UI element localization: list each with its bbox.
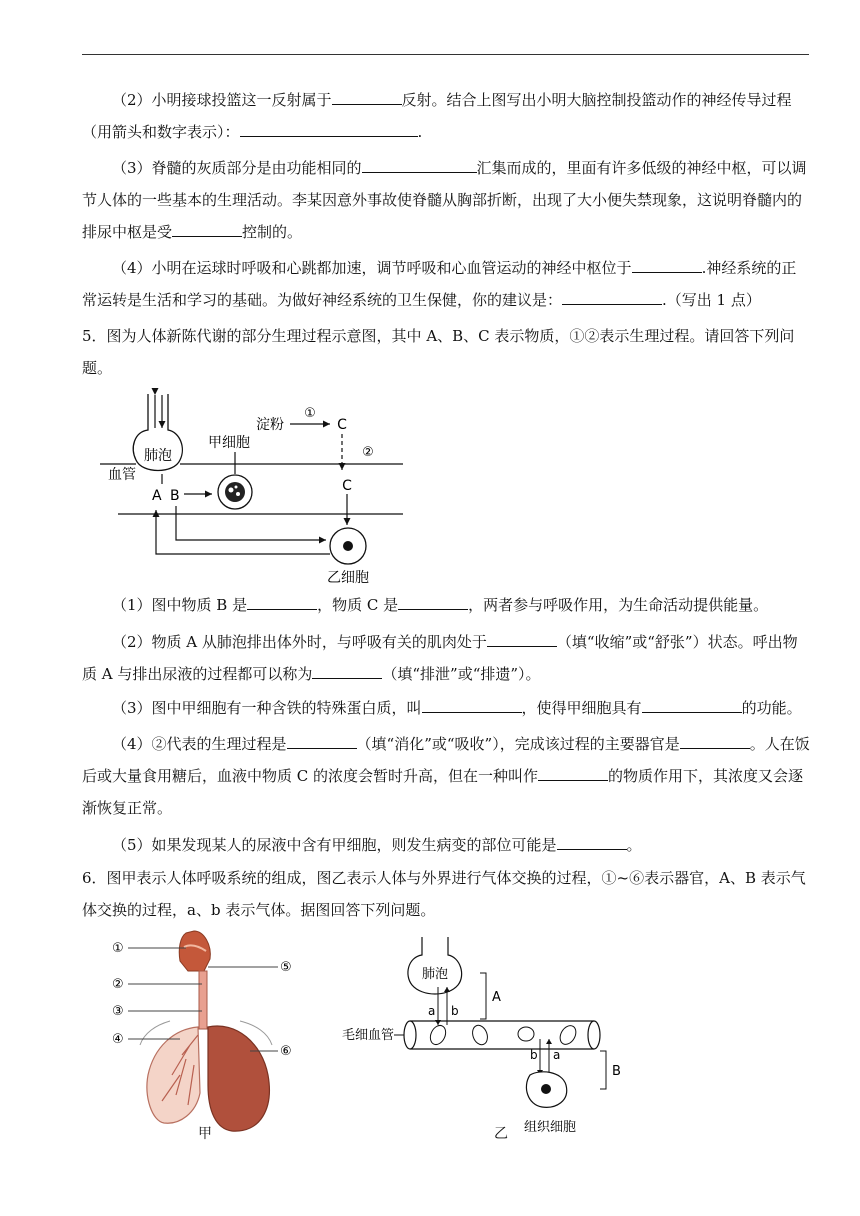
organ-label-2: ② [112,977,124,992]
q4-part3: （3）脊髓的灰质部分是由功能相同的 汇集而成的，里面有许多低级的神经中枢，可以调节人体的一些基本的生理活动。李某因意外事故使脊髓从胸部折断，出现了大小便失禁现象，这说明脊髓内的排尿中枢是受 控制的。 [82,159,807,241]
q6-stem: 6．图甲表示人体呼吸系统的组成，图乙表示人体与外界进行气体交换的过程，①~⑥表示器官，A、B 表示气体交换的过程，a、b 表示气体。据图回答下列问题。 [82,869,806,919]
alveolus-label: 肺泡 [144,448,172,464]
respiratory-system-figure [100,925,310,1145]
answer-blank[interactable] [398,595,468,610]
starch-label: 淀粉 [256,417,284,433]
gas-b-label-2: b [530,1048,538,1062]
q4-part2: （2）小明接球投篮这一反射属于 反射。结合上图写出小明大脑控制投篮动作的神经传导过程（用箭头和数字表示）： . [82,91,792,141]
alveolus-yi [408,937,462,994]
q5-sub1: （1）图中物质 B 是 ，物质 C 是 ，两者参与呼吸作用，为生命活动提供能量。 [112,596,769,614]
answer-blank[interactable] [247,595,317,610]
answer-blank[interactable] [538,766,608,781]
process-b-label: B [612,1064,621,1079]
answer-blank[interactable] [287,734,357,749]
process-1-label: ① [304,406,316,421]
capillary-label: 毛细血管 [342,1028,395,1043]
answer-blank[interactable] [557,835,627,850]
process-2-label: ② [362,445,374,460]
substance-c-label: C [337,417,347,433]
answer-blank[interactable] [562,290,662,305]
organ-label-4: ④ [112,1032,124,1047]
cell-yi-label: 乙细胞 [327,570,369,586]
process-a-label: A [492,990,501,1005]
answer-blank[interactable] [680,734,750,749]
answer-blank[interactable] [642,698,742,713]
answer-blank[interactable] [487,632,557,647]
answer-blank[interactable] [422,698,522,713]
q4-part4: （4）小明在运球时呼吸和心跳都加速，调节呼吸和心血管运动的神经中枢位于 .神经系统的正常运转是生活和学习的基础。为做好神经系统的卫生保健，你的建议是： .（写出 1 点） [82,259,797,309]
q5-stem: 5．图为人体新陈代谢的部分生理过程示意图，其中 A、B、C 表示物质，①②表示生理过程。请回答下列问题。 [82,327,795,377]
q5-sub5: （5）如果发现某人的尿液中含有甲细胞，则发生病变的部位可能是 。 [112,836,642,854]
organ-label-5: ⑤ [280,960,292,975]
tissue-cell-label: 组织细胞 [523,1120,577,1135]
alveolus-yi-label: 肺泡 [421,967,449,982]
figure-jia-caption: 甲 [198,1126,212,1142]
figure-yi-caption: 乙 [494,1126,508,1142]
gas-a-label-2: a [553,1048,561,1062]
substance-b-label: B [170,488,180,504]
answer-blank[interactable] [332,90,402,105]
gas-a-label-1: a [428,1004,436,1018]
organ-label-3: ③ [112,1004,124,1019]
organ-label-6: ⑥ [280,1044,292,1059]
metabolism-diagram [100,390,420,590]
cell-jia-label: 甲细胞 [208,435,250,451]
q5-sub4: （4）②代表的生理过程是 （填“消化”或“吸收”），完成该过程的主要器官是 。人在饭后或大量食用糖后，血液中物质 C 的浓度会暂时升高，但在一种叫作 的物质作用下，其浓度又会逐渐恢复正常。 [82,735,810,817]
q5-sub3: （3）图中甲细胞有一种含铁的特殊蛋白质，叫 ，使得甲细胞具有 的功能。 [112,699,802,717]
q5-sub2: （2）物质 A 从肺泡排出体外时，与呼吸有关的肌肉处于 （填“收缩”或“舒张”）状态。呼出物质 A 与排出尿液的过程都可以称为 （填“排泄”或“排遗”）。 [82,633,798,683]
vessel-label: 血管 [108,467,136,483]
answer-blank[interactable] [240,122,418,137]
answer-blank[interactable] [172,222,242,237]
organ-label-1: ① [112,941,124,956]
substance-a-label: A [152,488,162,504]
answer-blank[interactable] [312,664,382,679]
answer-blank[interactable] [632,258,702,273]
gas-b-label-1: b [451,1004,459,1018]
answer-blank[interactable] [362,158,477,173]
gas-exchange-figure [330,935,640,1135]
header-rule [82,54,809,55]
substance-c-label: C [342,478,352,494]
